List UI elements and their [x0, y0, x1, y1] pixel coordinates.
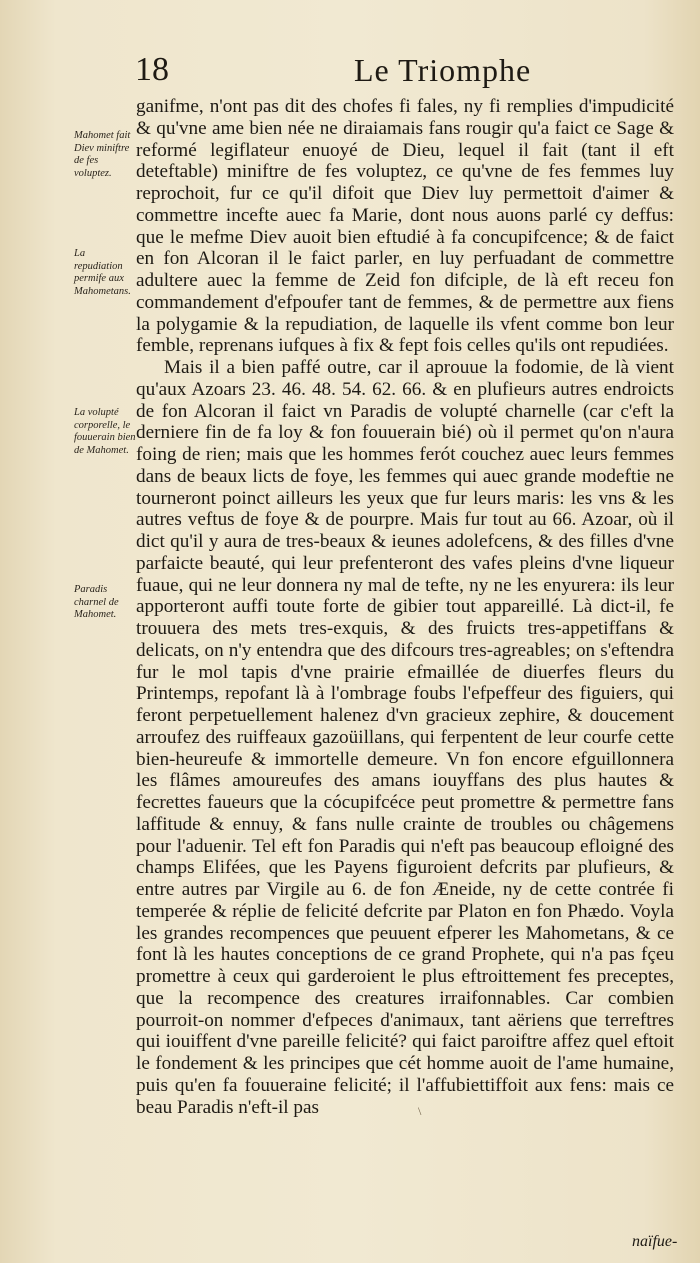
running-title: Le Triomphe — [354, 52, 532, 88]
paragraph: ganifme, n'ont pas dit des chofes fi fales, ny fi remplies d'impudicité & qu'vne ame bien née ne diraiamais fans rougir qu'a faict ce Sage & reformé legiflateur enuoyé de Dieu, lequel il fait (tant il eft deteftable) miniftre de fes voluptez, ce qu'vne de fes femmes luy reprochoit, fur ce qu'il difoit que Diev luy permettoit d'aimer & commettre incefte auec fa Marie, dont nous auons parlé cy deffus: que le mefme Diev auoit bien eftudié à fa concupifcence; & de faict en fon Alcoran il le faict parler, en luy perfuadant de commettre adultere auec la femme de Zeid fon difciple, de là eft receu fon commandement d'efpoufer tant de femmes, & de permettre aux fiens la polygamie & la repudiation, de laquelle ils vfent comme bon leur femble, reprenans iufques à fix & fept fois celles qu'ils ont repudiées. — [136, 96, 674, 357]
stray-mark: \ — [418, 1104, 422, 1118]
margin-note: La repudiation permife aux Mahometans. — [74, 248, 131, 297]
paragraph: Mais il a bien paffé outre, car il aprouue la fodomie, de là vient qu'aux Azoars 23. 46. 48. 54. 62. 66. & en plufieurs autres endroicts de fon Alcoran il faict vn Paradis de volupté charnelle (car c'eft la derniere fin de fa loy & fon fouuerain bié) où il permet qu'on n'aura foing de rien; mais que les hommes ferót couchez auec leurs femmes dans de beaux licts de foye, les femmes qui auec grande modeftie ne tourneront poinct ailleurs les yeux que fur leurs maris: les vns & les autres veftus de foye & de pourpre. Mais fur tout au 66. Azoar, où il dict qu'il y aura de tres-beaux & ieunes adolefcens, & des filles d'vne parfaicte beauté, qui leur prefenteront des vafes pleins d'vne liqueur fuaue, qui ne leur donnera ny mal de tefte, ny ne les enyurera: ils leur apporteront auffi toute forte de gibier tout appareillé. Là dict-il, fe trouuera des mets tres-exquis, & des fruicts tres-appetiffans & delicats, on n'y entendra que des difcours tres-agreables; on s'eftendra fur le mol tapis d'vne prairie efmaillée de diuerfes fleurs du Printemps, repofant là à l'ombrage foubs l'efpeffeur des figuiers, qui feront perpetuellement halenez d'vn gracieux zephire, & doucement arroufez des ruiffeaux gazoüillans, qui ferpentent de leur courfe cette bien-heureufe & immortelle demeure. Vn fon encore efguillonnera les flâmes amoureufes des amans iouyffans des plus hautes & fecrettes faueurs que la cócupifcéce peut promettre & permettre fans laffitude & ennuy, & fans nulle crainte de troubles ou châgemens pour l'aduenir. Tel eft fon Paradis qui n'eft pas beaucoup efloigné des champs Elifées, que les Payens figuroient defcrits par plufieurs, & entre autres par Virgile au 6. de fon Æneide, ny de cette contrée fi temperée & réplie de felicité defcrite par Platon en fon Phædo. Voyla les grandes recompences que peuuent efperer les Mahometans, & ce font là les hautes conceptions de ce grand Prophete, qui n'a pas fçeu promettre à ceux qui garderoient le plus eftroittement fes preceptes, que la recompence des creatures irraifonnables. Car combien pourroit-on nommer d'efpeces d'animaux, tant aëriens que terreftres qui iouiffent d'vne pareille felicité? qui faict paroiftre affez quel eftoit le fondement & les principes que cét homme auoit de l'ame humaine, puis qu'en fa fouueraine felicité; il l'affubiettiffoit aux fens: mais ce beau Paradis n'eft-il pas — [136, 357, 674, 1118]
margin-note: Paradis charnel de Mahomet. — [74, 584, 119, 620]
catchword: naïfue- — [632, 1233, 678, 1250]
margin-note: La volupté corporelle, le fouuerain bien de Mahomet. — [74, 407, 136, 456]
margin-note: Mahomet fait Diev miniftre de fes voluptez. — [74, 130, 131, 179]
page-number: 18 — [135, 51, 169, 88]
body-text — [136, 96, 674, 1118]
